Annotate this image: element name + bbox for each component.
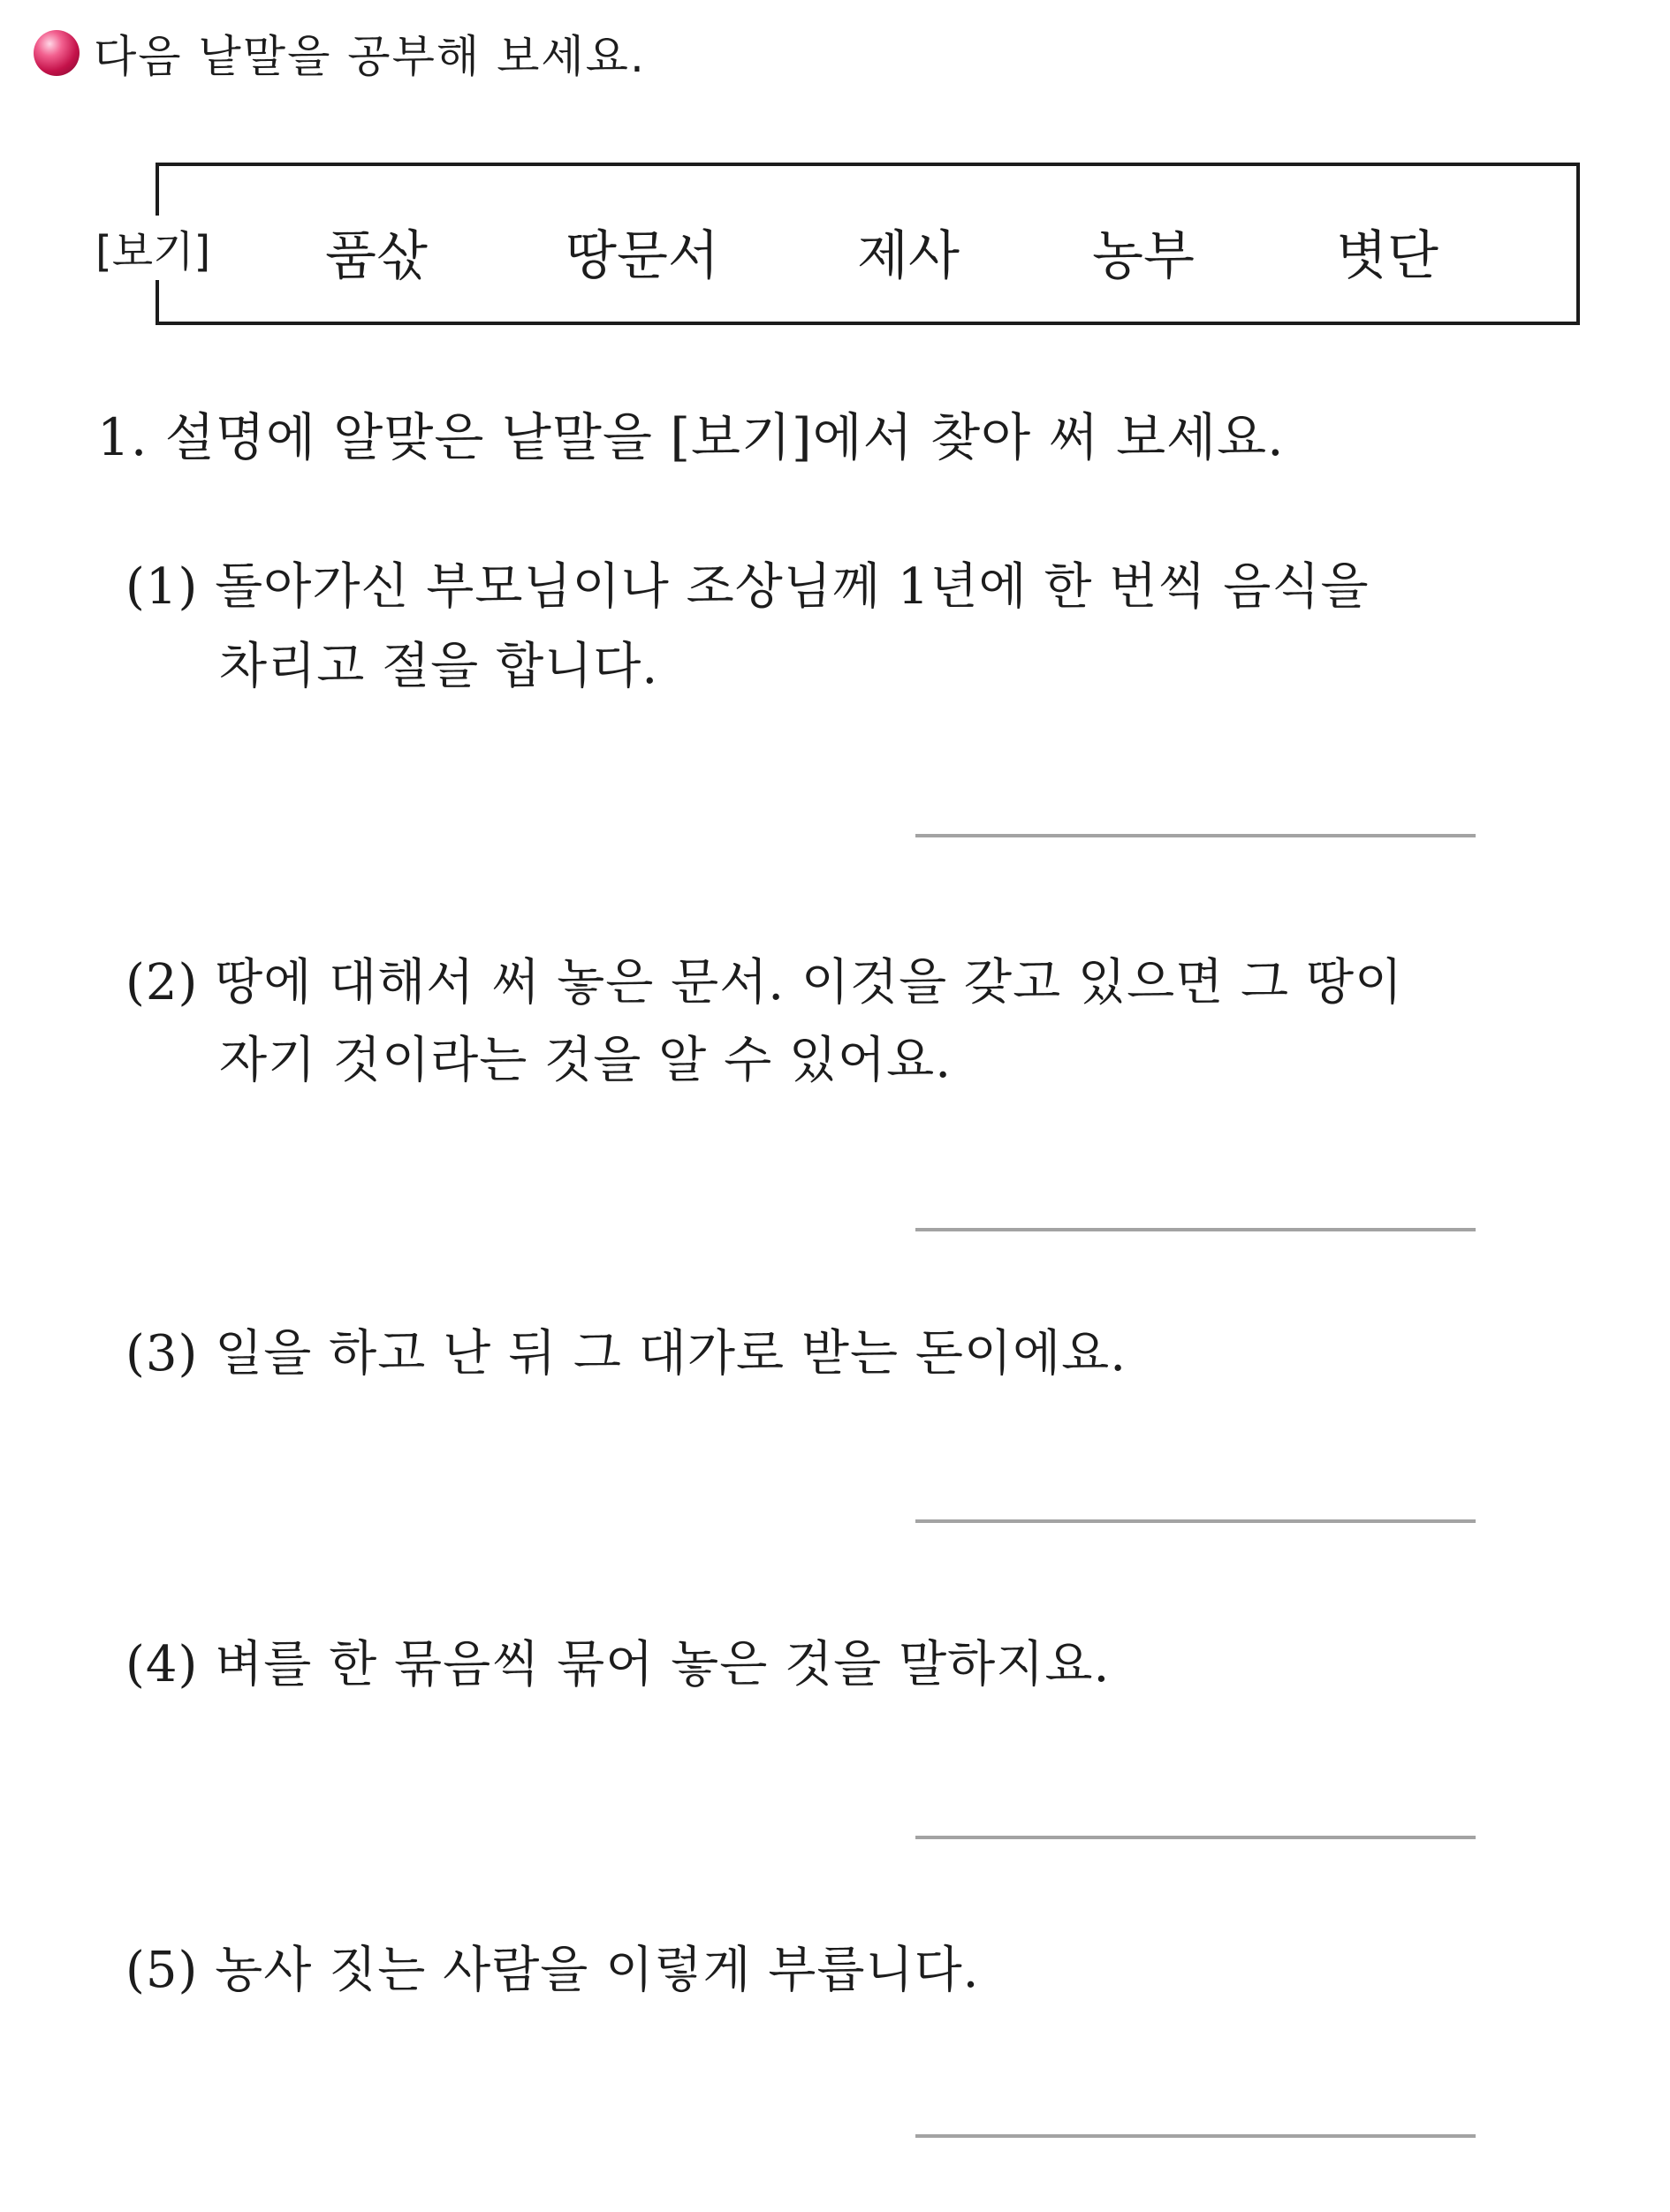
example-word-5: 볏단 xyxy=(1336,225,1438,287)
section-header xyxy=(34,27,646,80)
example-word-4: 농부 xyxy=(1092,225,1195,287)
answer-line-3[interactable] xyxy=(915,1519,1476,1523)
answer-line-1[interactable] xyxy=(915,834,1476,837)
question-2-line-1: (2) 땅에 대해서 써 놓은 문서. 이것을 갖고 있으면 그 땅이 xyxy=(125,954,1404,1011)
answer-line-4[interactable] xyxy=(915,1836,1476,1839)
example-label: [보기] xyxy=(92,216,214,280)
question-2-line-2: 자기 것이라는 것을 알 수 있어요. xyxy=(219,1032,953,1089)
example-word-3: 제사 xyxy=(857,225,960,287)
question-1-line-1: (1) 돌아가신 부모님이나 조상님께 1년에 한 번씩 음식을 xyxy=(125,558,1370,616)
question-3: (3) 일을 하고 난 뒤 그 대가로 받는 돈이에요. xyxy=(125,1325,1127,1382)
question-1-line-2: 차리고 절을 합니다. xyxy=(219,638,659,695)
answer-line-5[interactable] xyxy=(915,2134,1476,2138)
question-4: (4) 벼를 한 묶음씩 묶어 놓은 것을 말하지요. xyxy=(125,1636,1111,1693)
section-title: 다음 낱말을 공부해 보세요. xyxy=(94,31,646,82)
question-5: (5) 농사 짓는 사람을 이렇게 부릅니다. xyxy=(125,1942,980,1999)
example-word-1: 품삯 xyxy=(325,225,428,287)
bullet-icon xyxy=(34,30,80,76)
instruction-text: 1. 설명에 알맞은 낱말을 [보기]에서 찾아 써 보세요. xyxy=(97,407,1285,467)
answer-line-2[interactable] xyxy=(915,1228,1476,1231)
example-word-2: 땅문서 xyxy=(566,225,719,287)
